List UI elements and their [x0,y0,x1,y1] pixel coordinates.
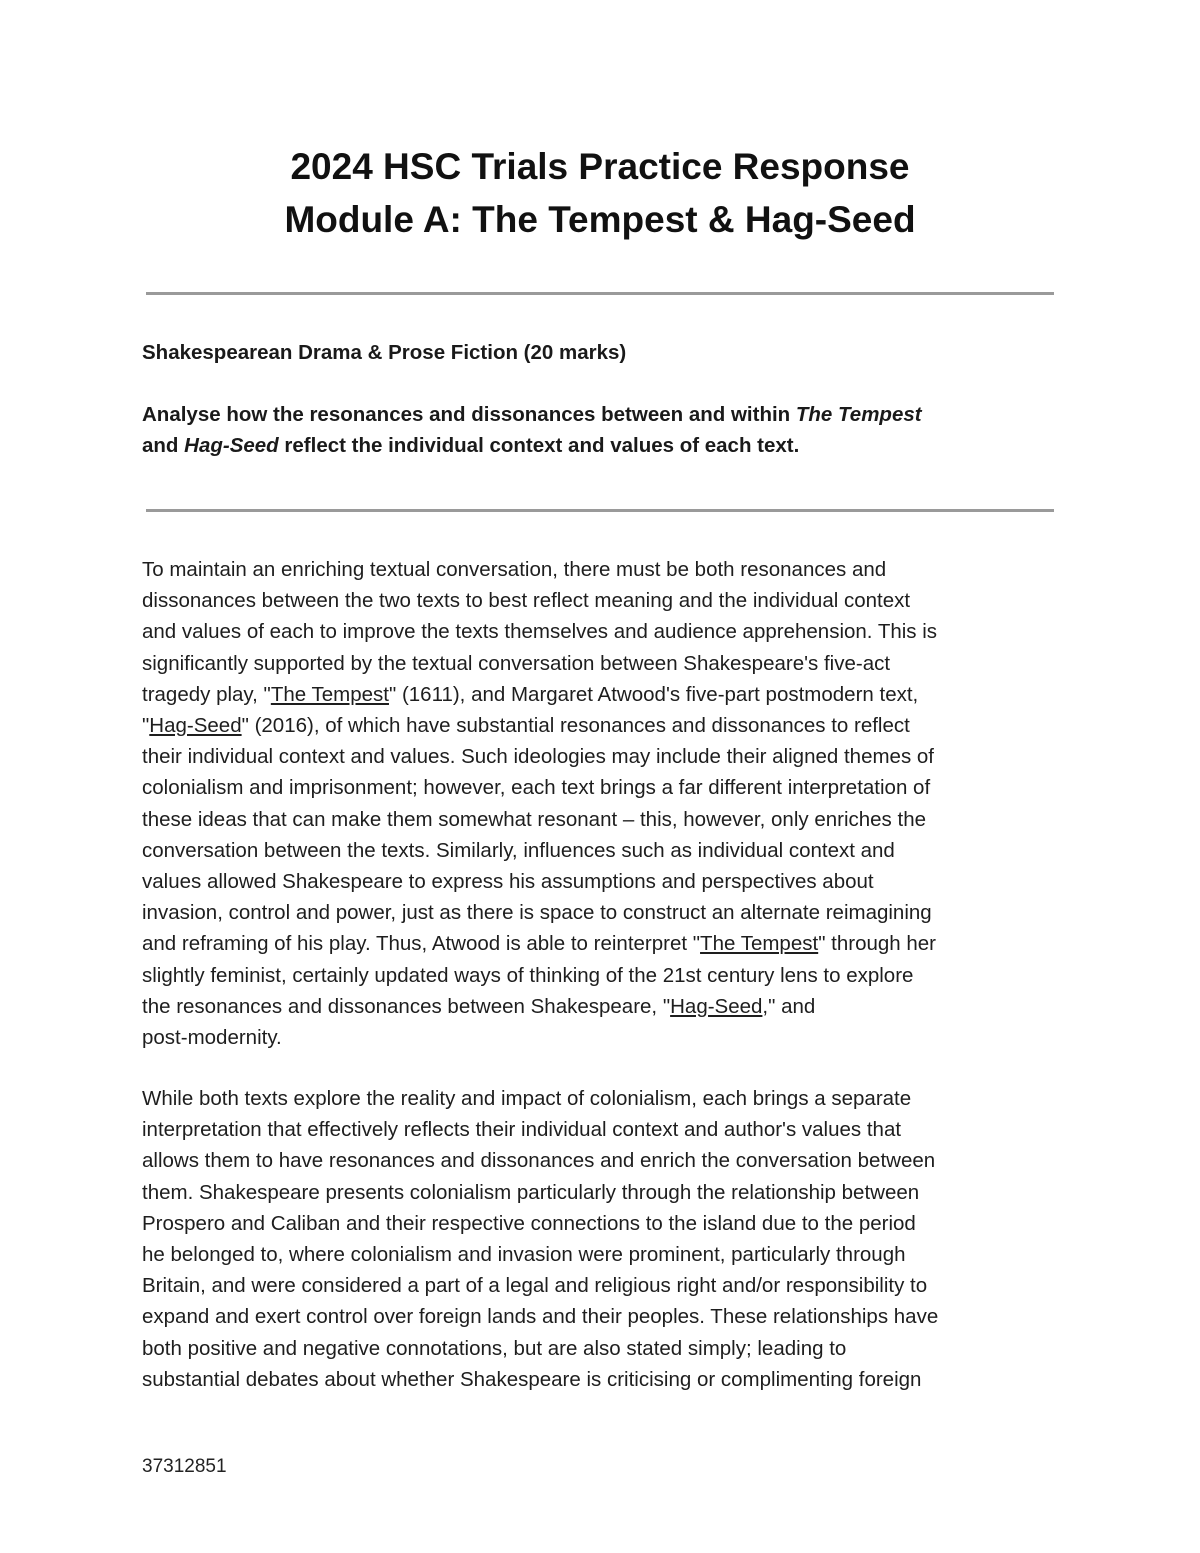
text-run: and reframing of his play. Thus, Atwood is able to reinterpret " [142,932,701,956]
text-run: tragedy play, " [142,682,271,706]
question-prompt [142,399,1062,461]
question-text: and [142,434,185,457]
text-run: " through her [818,932,937,956]
paragraph-line: conversation between the texts. Similarly, influences such as individual context and [142,838,895,862]
paragraph-line: dissonances between the two texts to best reflect meaning and the individual context [142,589,911,613]
title-line-1: 2024 HSC Trials Practice Response [290,146,910,187]
question-title-italic: The Tempest [795,403,922,426]
section-heading: Shakespearean Drama & Prose Fiction (20 marks) [142,341,627,364]
paragraph-line: To maintain an enriching textual conversation, there must be both resonances and [142,558,887,581]
question-line-2 [142,430,1062,461]
paragraph-line: Britain, and were considered a part of a legal and religious right and/or responsibility to [142,1274,928,1298]
question-title-italic: Hag-Seed [184,434,279,457]
paragraph-line: these ideas that can make them somewhat resonant – this, however, only enriches the [142,807,926,831]
paragraph-line: While both texts explore the reality and impact of colonialism, each brings a separate [142,1087,912,1110]
horizontal-divider-bottom [146,509,1054,512]
text-run: " (1611), and Margaret Atwood's five-part postmodern text, [388,682,919,706]
paragraph-line: both positive and negative connotations, but are also stated simply; leading to [142,1336,847,1360]
paragraph-line: post-modernity. [142,1026,282,1050]
paragraph-line [142,679,1072,710]
text-run: the resonances and dissonances between Shakespeare, " [142,994,671,1018]
text-run: " [142,714,150,738]
paragraph-line: expand and exert control over foreign lands and their peoples. These relationships have [142,1305,939,1329]
question-line-1 [142,399,1062,430]
text-run: ," and [762,994,816,1018]
question-text: Analyse how the resonances and dissonances between and within [142,403,796,426]
body-paragraph-2 [142,1083,1072,1395]
document-title [0,140,1200,246]
underlined-title: Hag-Seed [670,994,763,1018]
text-run: " (2016), of which have substantial resonances and dissonances to reflect [241,714,910,738]
underlined-title: The Tempest [270,682,389,706]
paragraph-line: allows them to have resonances and dissonances and enrich the conversation between [142,1149,936,1173]
paragraph-line: he belonged to, where colonialism and invasion were prominent, particularly through [142,1243,906,1267]
paragraph-line: values allowed Shakespeare to express his assumptions and perspectives about [142,870,874,894]
underlined-title: Hag-Seed [149,714,242,738]
horizontal-divider-top [146,292,1054,295]
paragraph-line: them. Shakespeare presents colonialism particularly through the relationship between [142,1180,920,1204]
body-paragraph-1 [142,554,1072,1053]
paragraph-line [142,928,1072,959]
underlined-title: The Tempest [700,932,819,956]
paragraph-line: their individual context and values. Such ideologies may include their aligned themes of [142,745,935,769]
paragraph-line: Prospero and Caliban and their respective connections to the island due to the period [142,1211,916,1235]
paragraph-line: slightly feminist, certainly updated ways of thinking of the 21st century lens to explore [142,963,914,987]
paragraph-line: colonialism and imprisonment; however, each text brings a far different interpretation of [142,776,931,800]
paragraph-line: invasion, control and power, just as there is space to construct an alternate reimagining [142,901,932,925]
paragraph-line: significantly supported by the textual conversation between Shakespeare's five-act [142,651,891,675]
paragraph-line [142,710,1072,741]
paragraph-line: and values of each to improve the texts themselves and audience apprehension. This is [142,620,938,644]
document-id: 37312851 [142,1456,227,1477]
question-text: reflect the individual context and values of each text. [278,434,800,457]
paragraph-line [142,991,1072,1022]
title-line-2: Module A: The Tempest & Hag-Seed [284,199,916,240]
paragraph-line: interpretation that effectively reflects their individual context and author's values that [142,1118,902,1142]
paragraph-line: substantial debates about whether Shakespeare is criticising or complimenting foreign [142,1367,922,1391]
